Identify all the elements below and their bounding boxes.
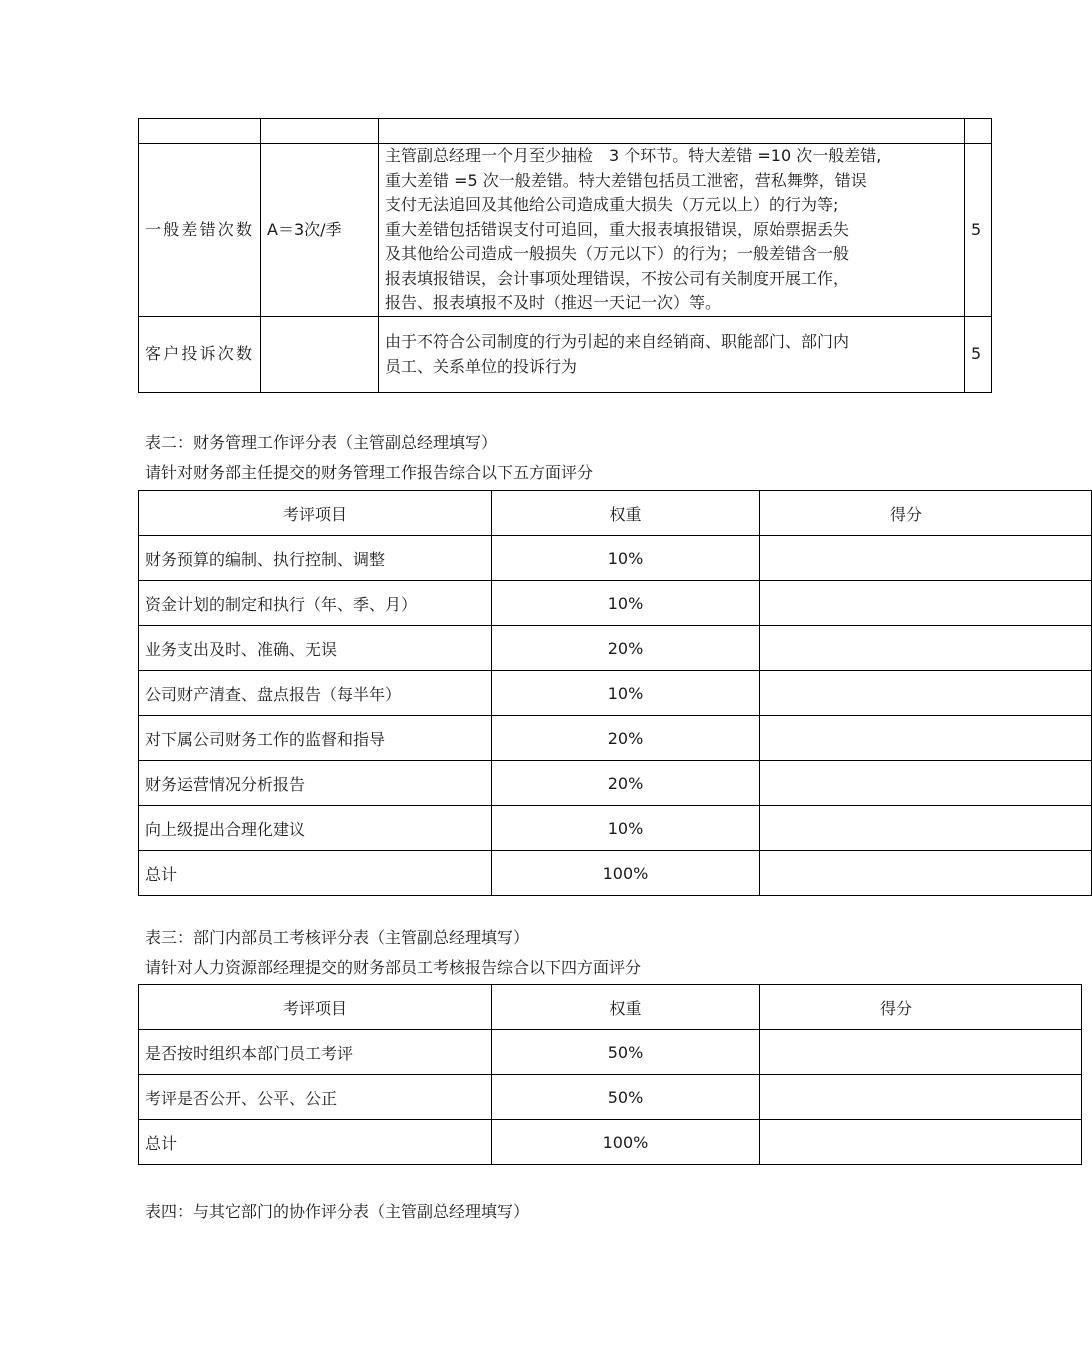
- item-cell: 财务运营情况分析报告: [139, 761, 492, 806]
- table-row: [139, 626, 1092, 671]
- total-label: 总计: [139, 1120, 492, 1165]
- total-weight: 100%: [492, 851, 760, 896]
- description-line: 重大差错包括错误支付可追回，重大报表填报错误，原始票据丢失: [385, 219, 850, 239]
- score-cell: 5: [965, 144, 992, 317]
- description-cell: [379, 317, 965, 393]
- finance-management-score-table: [138, 490, 1092, 896]
- description-line: 报告、报表填报不及时（推迟一天记一次）等。: [385, 293, 722, 313]
- table3-note: 请针对人力资源部经理提交的财务部员工考核报告综合以下四方面评分: [145, 958, 642, 977]
- score-input-cell[interactable]: [760, 626, 1092, 671]
- description-line: 主管副总经理一个月至少抽检 3 个环节。特大差错 =10 次一般差错,: [385, 146, 882, 166]
- error-criteria-table: [138, 118, 992, 393]
- total-score-cell[interactable]: [760, 851, 1092, 896]
- item-cell: 向上级提出合理化建议: [139, 806, 492, 851]
- table-row: [139, 317, 992, 393]
- table-header-row: [139, 491, 1092, 536]
- table-row: [139, 1075, 1082, 1120]
- weight-cell: 50%: [492, 1075, 760, 1120]
- total-weight: 100%: [492, 1120, 760, 1165]
- weight-cell: 10%: [492, 671, 760, 716]
- table-row: [139, 806, 1092, 851]
- item-cell: 客户投诉次数: [139, 317, 261, 393]
- total-score-cell[interactable]: [760, 1120, 1082, 1165]
- description-line: 报表填报错误，会计事项处理错误，不按公司有关制度开展工作，: [385, 268, 850, 288]
- table2-note: 请针对财务部主任提交的财务管理工作报告综合以下五方面评分: [145, 463, 594, 482]
- table4-caption: 表四：与其它部门的协作评分表（主管副总经理填写）: [145, 1202, 530, 1221]
- score-input-cell[interactable]: [760, 1075, 1082, 1120]
- header-score: 得分: [760, 491, 1092, 536]
- weight-cell: 50%: [492, 1030, 760, 1075]
- table-cell: [139, 119, 261, 144]
- standard-cell: A＝3次/季: [261, 144, 379, 317]
- score-input-cell[interactable]: [760, 806, 1092, 851]
- table-cell: [379, 119, 965, 144]
- table3-caption: 表三：部门内部员工考核评分表（主管副总经理填写）: [145, 928, 530, 947]
- score-input-cell[interactable]: [760, 716, 1092, 761]
- score-cell: 5: [965, 317, 992, 393]
- weight-cell: 20%: [492, 626, 760, 671]
- table-total-row: [139, 851, 1092, 896]
- item-cell: 是否按时组织本部门员工考评: [139, 1030, 492, 1075]
- table-header-row: [139, 985, 1082, 1030]
- description-line: 及其他给公司造成一般损失（万元以下）的行为；一般差错含一般: [385, 244, 850, 264]
- standard-cell: [261, 317, 379, 393]
- table-row: [139, 144, 992, 317]
- item-cell: 对下属公司财务工作的监督和指导: [139, 716, 492, 761]
- total-label: 总计: [139, 851, 492, 896]
- table2-caption: 表二：财务管理工作评分表（主管副总经理填写）: [145, 433, 498, 452]
- description-line: 由于不符合公司制度的行为引起的来自经销商、职能部门、部门内: [385, 332, 850, 351]
- weight-cell: 20%: [492, 761, 760, 806]
- item-cell: 业务支出及时、准确、无误: [139, 626, 492, 671]
- item-cell: 公司财产清查、盘点报告（每半年）: [139, 671, 492, 716]
- table-row: [139, 536, 1092, 581]
- score-input-cell[interactable]: [760, 536, 1092, 581]
- score-input-cell[interactable]: [760, 1030, 1082, 1075]
- table-cell: [965, 119, 992, 144]
- description-line: 员工、关系单位的投诉行为: [385, 356, 578, 376]
- header-item: 考评项目: [139, 985, 492, 1030]
- weight-cell: 10%: [492, 581, 760, 626]
- header-item: 考评项目: [139, 491, 492, 536]
- score-input-cell[interactable]: [760, 761, 1092, 806]
- description-cell: [379, 144, 965, 317]
- table-row: [139, 671, 1092, 716]
- table-row: [139, 716, 1092, 761]
- score-input-cell[interactable]: [760, 671, 1092, 716]
- weight-cell: 10%: [492, 536, 760, 581]
- header-score: 得分: [760, 985, 1082, 1030]
- table-total-row: [139, 1120, 1082, 1165]
- table-cell: [261, 119, 379, 144]
- table-row: [139, 119, 992, 144]
- table-row: [139, 761, 1092, 806]
- description-line: 支付无法追回及其他给公司造成重大损失（万元以上）的行为等;: [385, 195, 839, 215]
- description-line: 重大差错 =5 次一般差错。特大差错包括员工泄密，营私舞弊，错误: [385, 170, 867, 190]
- score-input-cell[interactable]: [760, 581, 1092, 626]
- weight-cell: 10%: [492, 806, 760, 851]
- item-cell: 财务预算的编制、执行控制、调整: [139, 536, 492, 581]
- staff-evaluation-score-table: [138, 984, 1082, 1165]
- header-weight: 权重: [492, 491, 760, 536]
- table-row: [139, 1030, 1082, 1075]
- header-weight: 权重: [492, 985, 760, 1030]
- table-row: [139, 581, 1092, 626]
- item-cell: 考评是否公开、公平、公正: [139, 1075, 492, 1120]
- item-cell: 一般差错次数: [139, 144, 261, 317]
- weight-cell: 20%: [492, 716, 760, 761]
- item-cell: 资金计划的制定和执行（年、季、月）: [139, 581, 492, 626]
